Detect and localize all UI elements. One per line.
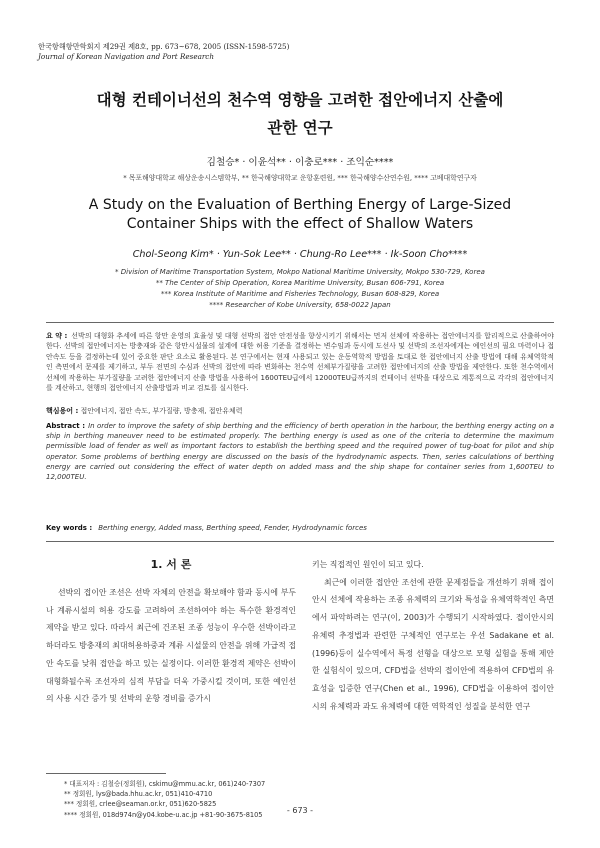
english-affiliation-3: *** Korea Institute of Maritime and Fisheries Technology, Busan 608-829, Korea bbox=[160, 290, 440, 298]
korean-authors: 김철승* · 이윤석** · 이충로*** · 조익순**** bbox=[206, 157, 394, 168]
english-affiliation-1: * Division of Maritime Transportation System, Mokpo National Maritime University, Mokpo 530-729, Korea bbox=[115, 268, 485, 276]
footnote-1: * 대표저자 : 김철승(정회원), cskimu@mmu.ac.kr, 061)240-7307 bbox=[64, 780, 266, 788]
korean-title-line1: 대형 컨테이너선의 천수역 영향을 고려한 접안에너지 산출에 bbox=[96, 91, 504, 109]
body-right-column bbox=[312, 556, 554, 715]
english-keywords-text: Berthing energy, Added mass, Berthing speed, Fender, Hydrodynamic forces bbox=[98, 524, 367, 532]
journal-header bbox=[38, 42, 289, 62]
english-abstract bbox=[46, 421, 554, 482]
english-authors: Chol-Seong Kim* · Yun-Sok Lee** · Chung-Ro Lee*** · Ik-Soon Cho**** bbox=[132, 249, 468, 260]
korean-title-line2: 관한 연구 bbox=[267, 119, 333, 137]
page-number: - 673 - bbox=[286, 806, 314, 815]
footnote-3: *** 정회원, crlee@seaman.or.kr, 051)620-5825 bbox=[64, 800, 217, 809]
korean-keywords bbox=[46, 406, 243, 416]
english-affiliation-4: **** Researcher of Kobe University, 658-0022 Japan bbox=[209, 301, 391, 309]
english-title-line1: A Study on the Evaluation of Berthing Energy of Large-Sized bbox=[88, 197, 512, 213]
korean-keywords-text: 접안에너지, 접안 속도, 부가질량, 방충재, 접안유체력 bbox=[80, 407, 243, 415]
english-abstract-label: Abstract : bbox=[46, 422, 86, 430]
footnote-4: **** 정회원, 018d974n@y04.kobe-u.ac.jp +81-90-3675-8105 bbox=[64, 810, 263, 819]
english-title-line2: Container Ships with the effect of Shallow Waters bbox=[126, 216, 474, 232]
english-affiliation-2: ** The Center of Ship Operation, Korea Maritime University, Busan 606-791, Korea bbox=[155, 279, 445, 287]
section-heading: 1. 서 론 bbox=[150, 558, 192, 571]
korean-affiliations: * 목포해양대학교 해상운송시스템학부, ** 한국해양대학교 운항훈련원, *** 한국해양수산연수원, **** 고베대학연구자 bbox=[123, 174, 477, 182]
abstract-bottom-rule bbox=[46, 541, 554, 542]
korean-abstract-text: 선박의 대형화 추세에 따른 항만 운영의 효율성 및 대형 선박의 접안 안전성을 향상시키기 위해서는 먼저 선체에 작용하는 접안에너지를 합리적으로 산출하여야 한다. 선박의 접안에너지는 방충재와 같은 항만시설물의 설계에 대한 허용 기준을 결정하는 변수임과 동시에 도선사 및 선박의 조선자에게는 예인선의 필요 마력이나 접안속도 등을 결정하는데 있어 중요한 판단 요소로 활용된다. 본 연구에서는 현재 사용되고 있는 운동역학적 방법을 토대로 한 접안에너지 산출 방법에 대해 유체역학적인 측면에서 문제를 제기하고, 부두 전면의 수심과 선박의 접안에 따라 변화하는 천수역 선체부가질량을 고려한 접안에너지의 산출 방법을 제안한다. 또한 천수역에서 선체에 작용하는 부가질량을 고려한 접안에너지 산출 방법을 사용하여 1600TEU급에서 12000TEU급까지의 컨테이너 선박을 대상으로 계통적으로 각각의 접안에너지를 계산하고, 현행의 접안에너지 산출방법과 비교 검토를 실시한다. bbox=[46, 332, 554, 393]
english-keywords-label: Key words : bbox=[46, 524, 93, 532]
body-paragraph: 선박의 접이안 조선은 선박 자체의 안전을 확보해야 함과 동시에 부두나 계류시설의 허용 강도를 고려하여 조선하여야 하는 특수한 환경적인 제약을 받고 있다. 따라서 최근에 건조된 조종 성능이 우수한 선박이라고 하더라도 방충재의 최대허용하중과 계류 시설물의 안전을 위해 가급적 접안 속도를 낮춰 접안을 하고 있는 실정이다. 이러한 환경적 제약은 선박이 대형화될수록 조선자의 심적 부담을 더욱 가중시킬 것이며, 또한 예인선의 사용 시간 증가 및 선박의 운항 경비를 증가시 bbox=[46, 588, 296, 704]
footnote-rule bbox=[46, 773, 166, 774]
korean-abstract bbox=[46, 331, 554, 393]
korean-abstract-label: 요 약 : bbox=[46, 332, 68, 340]
body-paragraph: 키는 직접적인 원인이 되고 있다. bbox=[312, 560, 424, 569]
journal-name: Journal of Korean Navigation and Port Research bbox=[38, 52, 214, 61]
english-abstract-text: In order to improve the safety of ship berthing and the efficiency of berth operation in the harbour, the berthing energy acting on a ship in berthing maneuver need to be estimated properly. The berthing energy is used as one of the criteria to determine the maximum permissible load of fender as well as important factors to establish the berthing speed and the required power of tug-boat for pilot and ship operator. Some problems of berthing energy are discussed on the basis of the hydrodynamic aspects. Then, series calculations of berthing energy are carried out considering the effect of water depth on added mass and the ship shape for container series from 1,600TEU to 12,000TEU. bbox=[46, 422, 554, 482]
korean-keywords-label: 핵심용어 : bbox=[46, 407, 79, 415]
english-keywords bbox=[46, 524, 367, 532]
body-paragraph: 최근에 이러한 접안안 조선에 관한 문제점들을 개선하기 위해 접이안시 선체에 작용하는 조종 유체력의 크기와 특성을 유체역학적인 측면에서 파악하려는 연구(이, 2003)가 수행되기 시작하였다. 접이안시의 유체력 추정법과 관련한 구체적인 연구로는 우선 Sadakane et al.(1996)등이 실수역에서 특정 선형을 대상으로 모형 실험을 통해 제안한 실험식이 있으며, CFD법을 선박의 접이안에 적용하여 CFD법의 유효성을 입증한 연구(Chen et al., 1996), CFD법을 이용하여 접이안시의 유체력과 과도 유체력에 대한 역학적인 성질을 분석한 연구 bbox=[312, 577, 554, 711]
abstract-top-rule bbox=[46, 322, 554, 323]
body-left-column bbox=[46, 584, 296, 708]
journal-citation: 한국항해항만학회지 제29권 제8호, pp. 673~678, 2005 (ISSN-1598-5725) bbox=[38, 42, 290, 51]
footnote-2: ** 정회원, lys@bada.hhu.ac.kr, 051)410-4710 bbox=[64, 790, 213, 799]
